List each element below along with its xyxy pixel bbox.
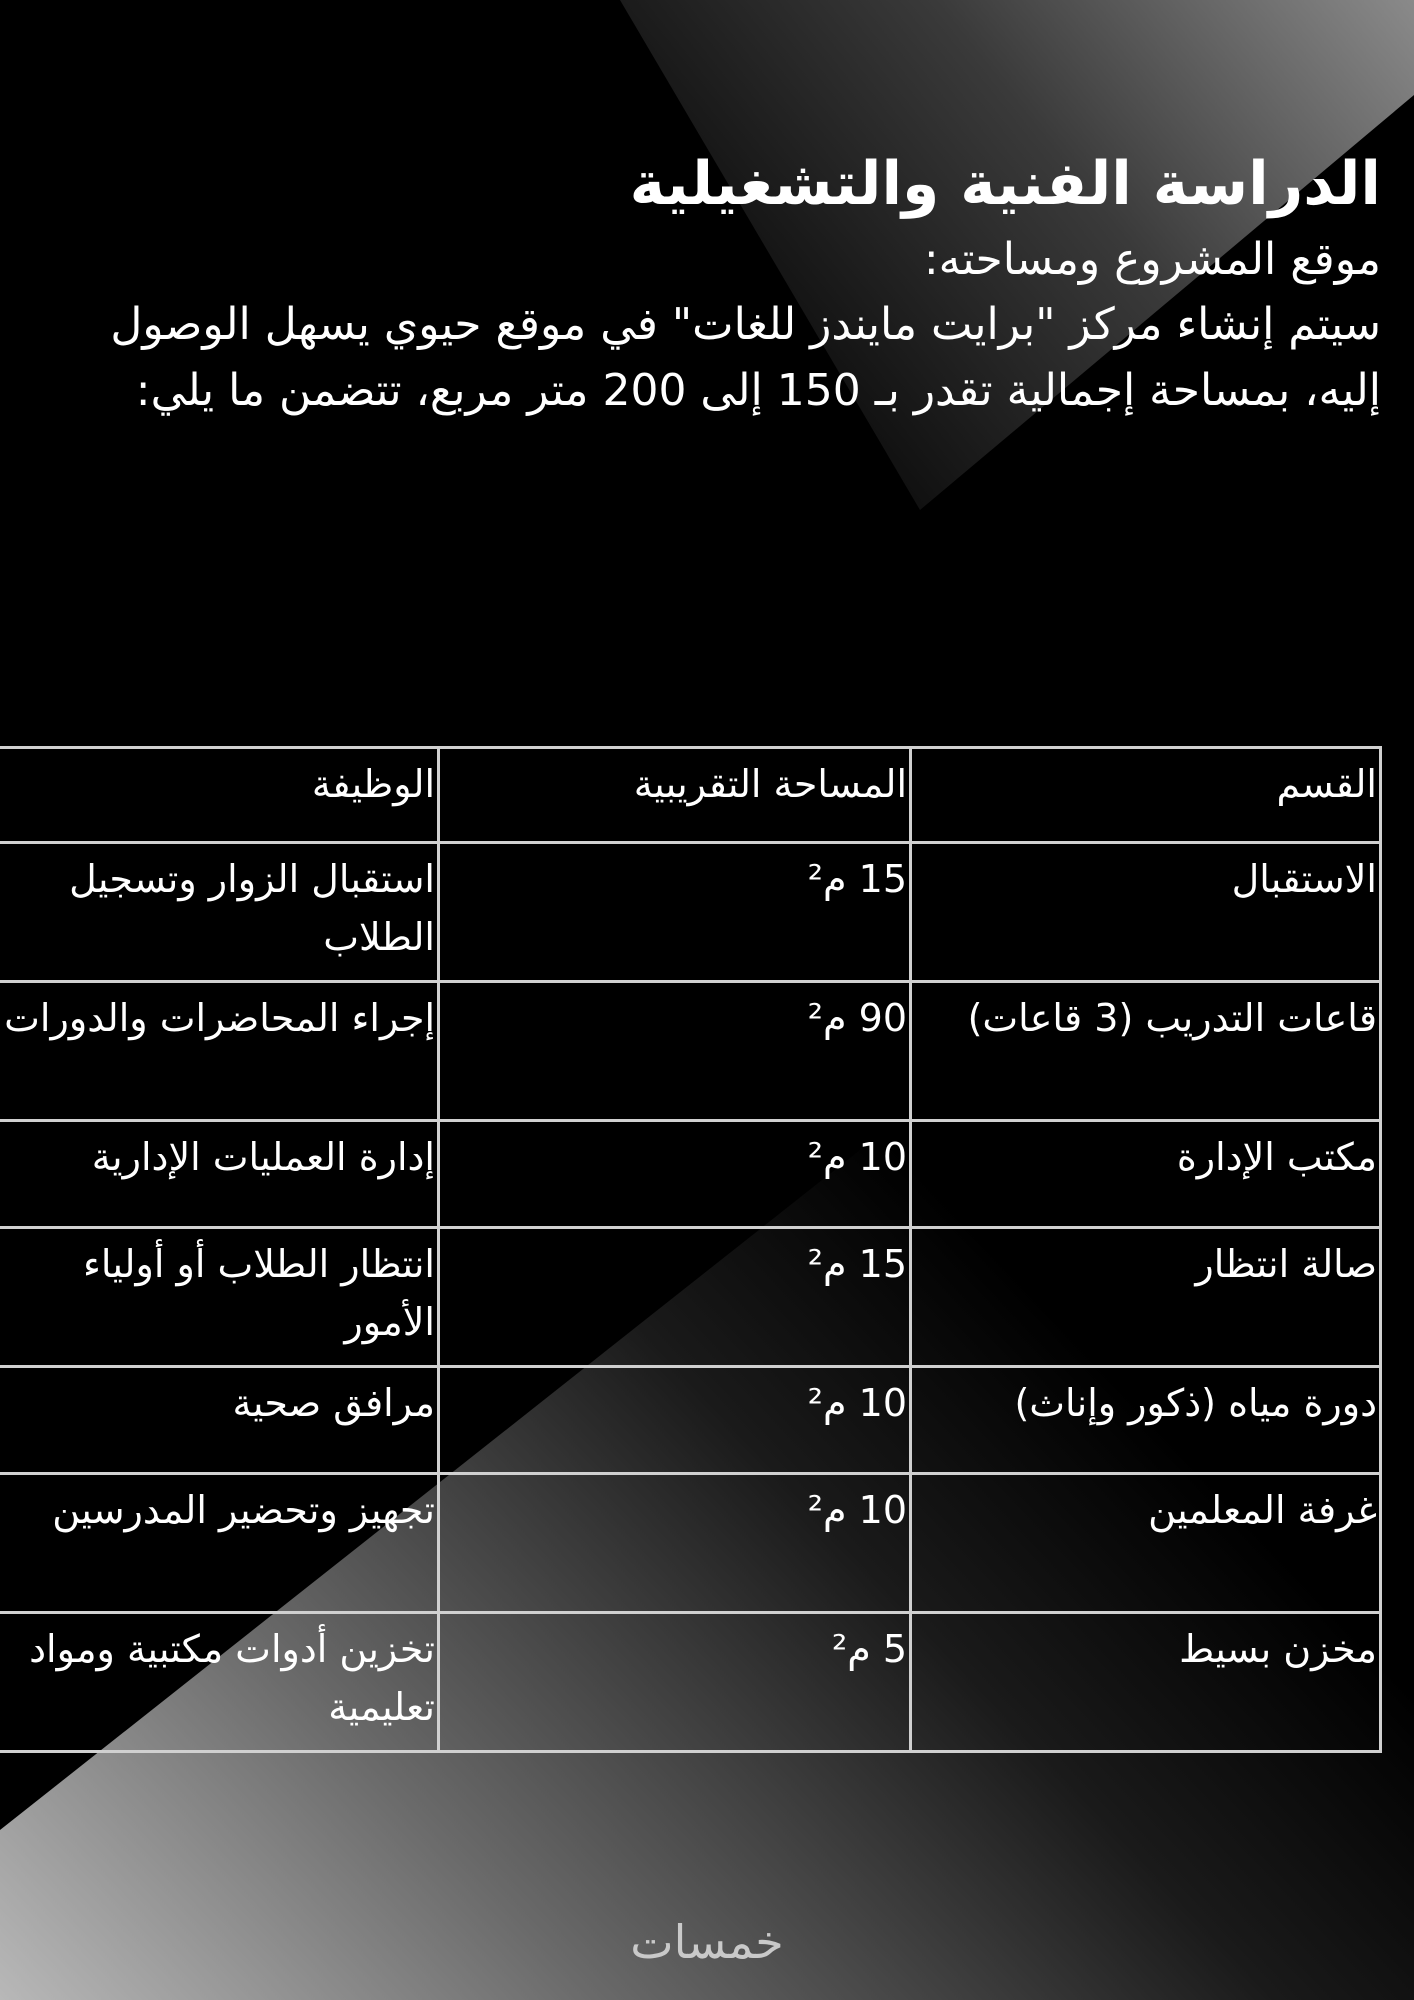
cell-function: انتظار الطلاب أو أولياء الأمور bbox=[0, 1228, 439, 1367]
cell-section: قاعات التدريب (3 قاعات) bbox=[911, 982, 1381, 1121]
cell-function: إجراء المحاضرات والدورات bbox=[0, 982, 439, 1121]
cell-section: الاستقبال bbox=[911, 843, 1381, 982]
area-table bbox=[0, 746, 1382, 1753]
cell-section: مخزن بسيط bbox=[911, 1613, 1381, 1752]
cell-area: 10 م² bbox=[439, 1474, 911, 1613]
cell-function: تخزين أدوات مكتبية ومواد تعليمية bbox=[0, 1613, 439, 1752]
cell-function: تجهيز وتحضير المدرسين bbox=[0, 1474, 439, 1613]
table-row bbox=[0, 1121, 1381, 1228]
cell-area: 15 م² bbox=[439, 1228, 911, 1367]
cell-area: 10 م² bbox=[439, 1121, 911, 1228]
cell-area: 90 م² bbox=[439, 982, 911, 1121]
cell-area: 15 م² bbox=[439, 843, 911, 982]
header-function: الوظيفة bbox=[0, 748, 439, 843]
table-row bbox=[0, 982, 1381, 1121]
cell-section: مكتب الإدارة bbox=[911, 1121, 1381, 1228]
table-row bbox=[0, 1228, 1381, 1367]
cell-section: دورة مياه (ذكور وإناث) bbox=[911, 1367, 1381, 1474]
cell-function: إدارة العمليات الإدارية bbox=[0, 1121, 439, 1228]
cell-function: استقبال الزوار وتسجيل الطلاب bbox=[0, 843, 439, 982]
table-row bbox=[0, 1474, 1381, 1613]
table-header-row bbox=[0, 748, 1381, 843]
section-subtitle: موقع المشروع ومساحته: bbox=[923, 234, 1381, 285]
table-row bbox=[0, 1367, 1381, 1474]
intro-paragraph: سيتم إنشاء مركز "برايت مايندز للغات" في موقع حيوي يسهل الوصول إليه، بمساحة إجمالية تقدر بـ 150 إلى 200 متر مربع، تتضمن ما يلي: bbox=[110, 299, 1381, 416]
cell-area: 5 م² bbox=[439, 1613, 911, 1752]
header-area: المساحة التقريبية bbox=[439, 748, 911, 843]
cell-area: 10 م² bbox=[439, 1367, 911, 1474]
table-row bbox=[0, 1613, 1381, 1752]
cell-section: صالة انتظار bbox=[911, 1228, 1381, 1367]
header-section: القسم bbox=[911, 748, 1381, 843]
cell-function: مرافق صحية bbox=[0, 1367, 439, 1474]
table-row bbox=[0, 843, 1381, 982]
page-title: الدراسة الفنية والتشغيلية bbox=[629, 149, 1381, 219]
header-block bbox=[81, 140, 1381, 424]
khamsat-logo: خمسات bbox=[630, 1915, 784, 1969]
cell-section: غرفة المعلمين bbox=[911, 1474, 1381, 1613]
